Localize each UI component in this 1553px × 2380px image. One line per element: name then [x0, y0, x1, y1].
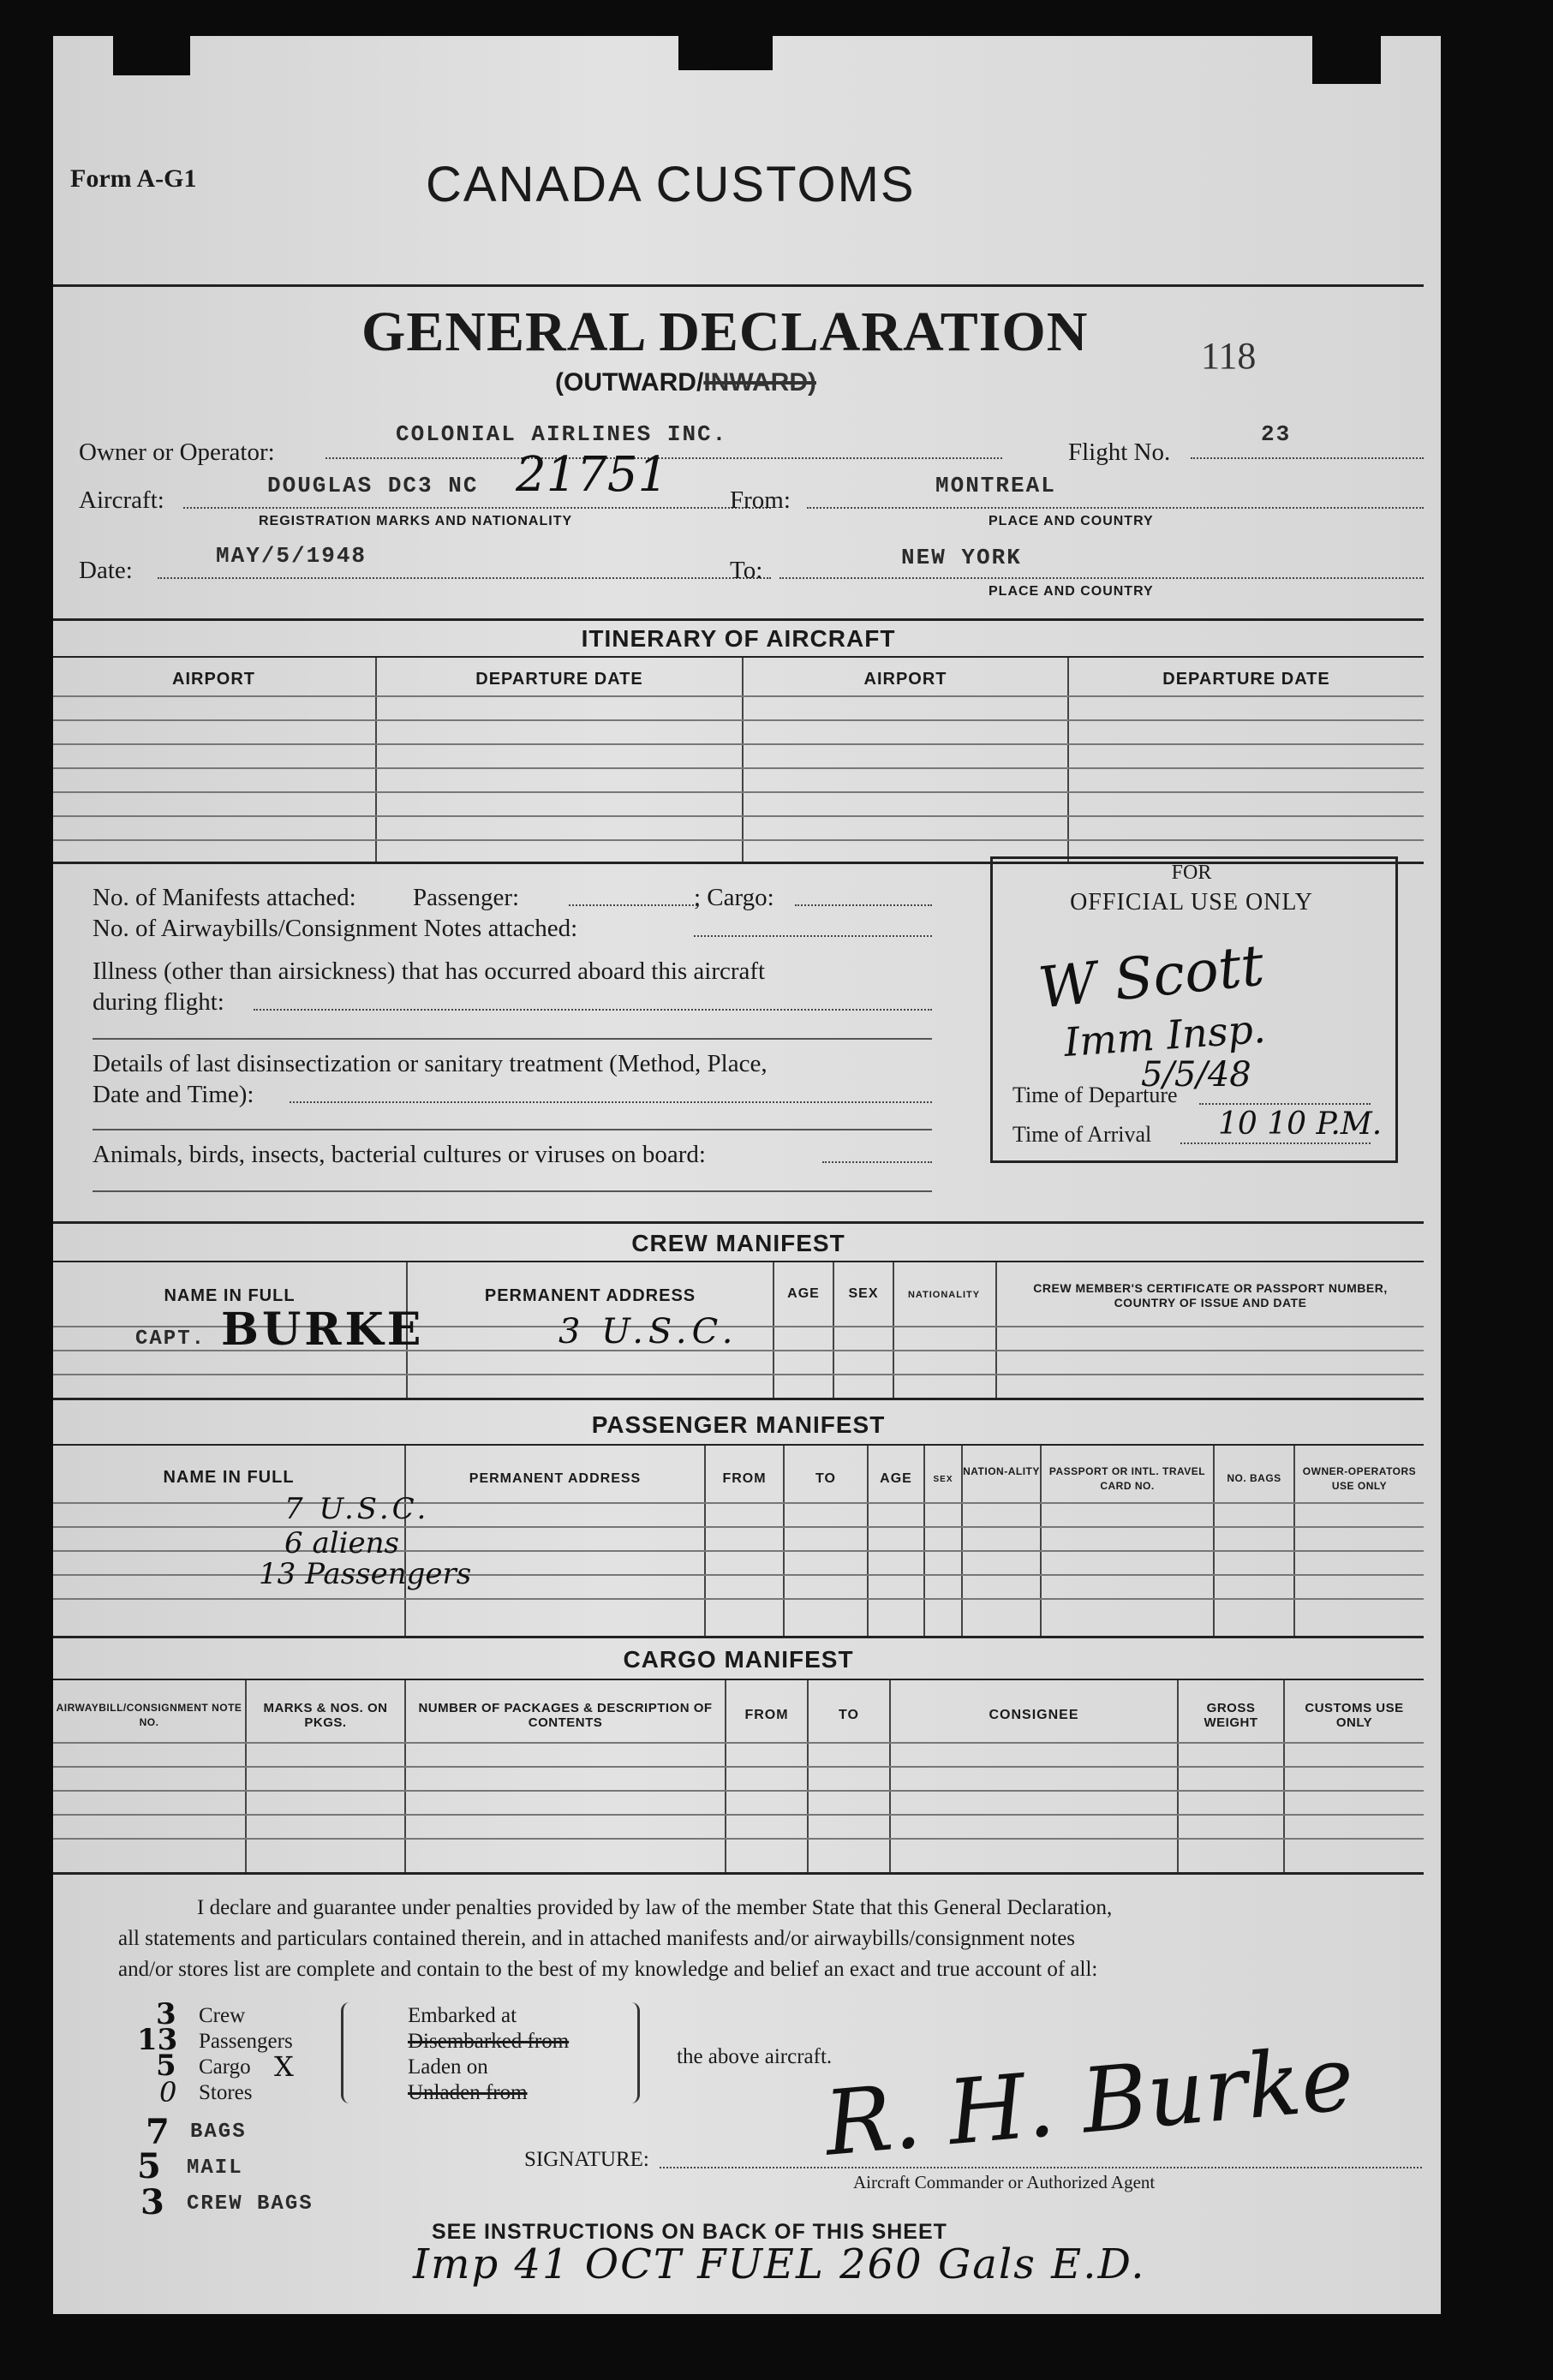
header-rule: [53, 284, 1424, 287]
cargo-col-to: TO: [839, 1708, 859, 1722]
date-value: MAY/5/1948: [216, 543, 367, 569]
passenger-col-name: NAME IN FULL: [163, 1468, 295, 1487]
passengers-count-label: Passengers: [199, 2030, 293, 2053]
cargo-divider: [725, 1680, 726, 1874]
itinerary-row-line: [53, 767, 1424, 769]
flight-line: [1191, 457, 1424, 459]
passenger-col-age: AGE: [880, 1471, 912, 1486]
binding-tab: [1312, 36, 1381, 84]
itinerary-title: ITINERARY OF AIRCRAFT: [581, 625, 896, 652]
illness-line: [254, 1009, 932, 1011]
airwaybills-line: [694, 935, 932, 937]
cargo-divider: [889, 1680, 891, 1874]
passenger-count-line: [569, 904, 697, 906]
passenger-entry-2: 6 aliens: [284, 1526, 399, 1560]
above-aircraft-label: the above aircraft.: [677, 2045, 833, 2068]
flight-value: 23: [1261, 421, 1292, 447]
itinerary-row-line: [53, 719, 1424, 721]
itinerary-col-date-1: DEPARTURE DATE: [475, 670, 643, 689]
brace-left: [341, 2002, 355, 2103]
cargo-count-label: ; Cargo:: [694, 884, 774, 911]
crew-col-address: PERMANENT ADDRESS: [484, 1286, 696, 1305]
disinsect-label-1: Details of last disinsectization or sanitary treatment (Method, Place,: [93, 1050, 768, 1077]
passenger-col-nationality: NATION-ALITY: [963, 1465, 1040, 1477]
declaration-subtitle: (OUTWARD/INWARD): [555, 368, 816, 397]
aircraft-caption: REGISTRATION MARKS AND NATIONALITY: [259, 514, 573, 528]
disinsect-label-2: Date and Time):: [93, 1081, 254, 1108]
inward-struck: INWARD): [703, 368, 816, 397]
passenger-col-passport: PASSPORT OR INTL. TRAVEL CARD NO.: [1048, 1465, 1206, 1492]
crew-rule-bottom: [53, 1398, 1424, 1400]
itinerary-divider: [742, 658, 744, 863]
aircraft-line: [183, 507, 771, 509]
cargo-row-line: [53, 1814, 1424, 1816]
passenger-divider: [961, 1446, 963, 1637]
crew-col-name: NAME IN FULL: [164, 1286, 296, 1305]
manifests-label: No. of Manifests attached:: [93, 884, 356, 911]
bags-count-num: 7: [146, 2112, 170, 2152]
mail-count-num: 5: [137, 2146, 161, 2186]
animals-line: [822, 1161, 932, 1163]
crew-name-hand: BURKE: [221, 1303, 425, 1356]
stores-count-num: 0: [159, 2076, 177, 2109]
passenger-col-from: FROM: [722, 1471, 767, 1486]
itinerary-row-line: [53, 815, 1424, 817]
official-for: FOR: [1171, 862, 1212, 884]
illness-label-2: during flight:: [93, 988, 224, 1016]
passenger-col-address: PERMANENT ADDRESS: [469, 1471, 642, 1486]
passengers-count-num: 13: [137, 2023, 178, 2057]
passenger-divider: [404, 1446, 406, 1637]
aircraft-label: Aircraft:: [79, 486, 164, 514]
disinsect-line-2: [93, 1129, 932, 1130]
official-title: OFFICIAL USE ONLY: [1070, 889, 1313, 916]
statement-line-2: all statements and particulars contained therein, and in attached manifests and/or airwaybills/consignment notes: [118, 1927, 1076, 1950]
to-caption: PLACE AND COUNTRY: [989, 584, 1154, 599]
passenger-divider: [867, 1446, 869, 1637]
from-label: From:: [730, 486, 791, 514]
itinerary-divider: [1067, 658, 1069, 863]
passenger-title: PASSENGER MANIFEST: [591, 1411, 886, 1438]
crew-divider: [995, 1262, 997, 1399]
form-sheet: [53, 36, 1441, 2314]
fuel-note: Imp 41 OCT FUEL 260 Gals E.D.: [413, 2240, 1146, 2288]
owner-value: COLONIAL AIRLINES INC.: [396, 421, 728, 447]
commander-signature: R. H. Burke: [820, 2025, 1359, 2176]
passenger-rule-bottom: [53, 1636, 1424, 1638]
itinerary-row-line: [53, 743, 1424, 745]
crew-divider: [773, 1262, 774, 1399]
itinerary-row-line: [53, 839, 1424, 841]
embarked-label: Embarked at: [408, 2004, 517, 2027]
disembarked-label: Disembarked from: [408, 2030, 570, 2053]
instructions-note: SEE INSTRUCTIONS ON BACK OF THIS SHEET: [432, 2220, 947, 2244]
crew-divider: [833, 1262, 834, 1399]
crew-address: 3 U.S.C.: [558, 1312, 738, 1351]
passenger-col-owner: OWNER-OPERATORS USE ONLY: [1302, 1465, 1417, 1492]
binding-tab: [678, 36, 773, 70]
passenger-rule: [53, 1444, 1424, 1446]
crew-count-label: Crew: [199, 2004, 246, 2027]
cargo-row-line: [53, 1742, 1424, 1744]
passenger-divider: [783, 1446, 785, 1637]
inspector-role: Imm Insp.: [1062, 1005, 1268, 1066]
passenger-count-label: Passenger:: [413, 884, 520, 911]
itinerary-row-line: [53, 695, 1424, 697]
itinerary-col-airport-2: AIRPORT: [863, 670, 947, 689]
from-caption: PLACE AND COUNTRY: [989, 514, 1154, 528]
crew-rule: [53, 1261, 1424, 1262]
crew-row-line: [53, 1374, 1424, 1375]
cargo-col-airwaybill: AIRWAYBILL/CONSIGNMENT NOTE NO.: [56, 1702, 242, 1728]
cargo-mark: X: [274, 2050, 294, 2083]
stores-count-label: Stores: [199, 2081, 253, 2104]
cargo-col-from: FROM: [744, 1708, 789, 1722]
inspector-signature: W Scott: [1035, 932, 1268, 1022]
itinerary-divider: [375, 658, 377, 863]
itinerary-rule: [53, 656, 1424, 658]
cargo-count-num: 5: [156, 2049, 176, 2083]
from-line: [807, 507, 1424, 509]
document-number: 118: [1201, 335, 1257, 377]
to-label: To:: [730, 557, 763, 584]
agency-title: CANADA CUSTOMS: [426, 157, 916, 212]
passenger-divider: [704, 1446, 706, 1637]
crew-count-num: 3: [156, 1997, 176, 2031]
laden-label: Laden on: [408, 2055, 488, 2079]
crew-bags-label: CREW BAGS: [187, 2192, 314, 2216]
itinerary-col-airport-1: AIRPORT: [172, 670, 255, 689]
passenger-row-line: [53, 1526, 1424, 1528]
from-value: MONTREAL: [935, 473, 1056, 498]
departure-time-line: [1199, 1103, 1371, 1105]
cargo-row-line: [53, 1838, 1424, 1840]
passenger-row-line: [53, 1550, 1424, 1552]
bags-label: BAGS: [190, 2121, 247, 2144]
cargo-col-weight: GROSS WEIGHT: [1204, 1701, 1258, 1730]
owner-label: Owner or Operator:: [79, 438, 275, 466]
airwaybills-label: No. of Airwaybills/Consignment Notes attached:: [93, 915, 578, 942]
crew-col-certificate: CREW MEMBER'S CERTIFICATE OR PASSPORT NUMBER, COUNTRY OF ISSUE AND DATE: [1033, 1281, 1388, 1309]
declaration-title: GENERAL DECLARATION: [361, 301, 1089, 363]
crew-name-typed: CAPT.: [135, 1327, 206, 1351]
cargo-col-customs: CUSTOMS USE ONLY: [1305, 1701, 1404, 1730]
passenger-divider: [923, 1446, 925, 1637]
departure-time-label: Time of Departure: [1012, 1083, 1178, 1107]
passenger-entry-1: 7 U.S.C.: [284, 1492, 430, 1526]
cargo-row-line: [53, 1790, 1424, 1792]
flight-label: Flight No.: [1068, 438, 1171, 466]
form-number: Form A-G1: [70, 164, 197, 193]
crew-bags-count-num: 3: [140, 2182, 164, 2222]
passenger-col-to: TO: [815, 1471, 836, 1486]
date-line: [158, 577, 771, 579]
arrival-time-line: [1180, 1142, 1371, 1144]
cargo-col-consignee: CONSIGNEE: [989, 1708, 1079, 1722]
cargo-rule: [53, 1679, 1424, 1680]
cargo-rule-bottom: [53, 1872, 1424, 1875]
cargo-divider: [1283, 1680, 1285, 1874]
mail-label: MAIL: [187, 2156, 243, 2180]
illness-label-1: Illness (other than airsickness) that has occurred aboard this aircraft: [93, 957, 766, 985]
passenger-row-line: [53, 1598, 1424, 1600]
passenger-divider: [1293, 1446, 1295, 1637]
statement-line-3: and/or stores list are complete and contain to the best of my knowledge and belief an exact and true account of all:: [118, 1958, 1098, 1981]
cargo-col-marks: MARKS & NOS. ON PKGS.: [263, 1701, 388, 1730]
itinerary-row-line: [53, 791, 1424, 793]
crew-title: CREW MANIFEST: [631, 1230, 845, 1256]
crew-col-nationality: NATIONALITY: [907, 1290, 981, 1300]
cargo-divider: [404, 1680, 406, 1874]
passenger-col-sex: SEX: [933, 1475, 953, 1484]
crew-col-age: AGE: [787, 1286, 820, 1301]
cargo-divider: [807, 1680, 809, 1874]
signature-label: SIGNATURE:: [524, 2148, 649, 2171]
cargo-count-label: Cargo: [199, 2055, 251, 2079]
illness-line-2: [93, 1038, 932, 1040]
passenger-entry-3: 13 Passengers: [259, 1557, 472, 1591]
passenger-divider: [1040, 1446, 1042, 1637]
passenger-col-bags: NO. BAGS: [1227, 1472, 1281, 1484]
passenger-divider: [1213, 1446, 1215, 1637]
animals-label: Animals, birds, insects, bacterial cultures or viruses on board:: [93, 1141, 706, 1168]
disinsect-line: [290, 1101, 932, 1103]
date-label: Date:: [79, 557, 133, 584]
aircraft-typed: DOUGLAS DC3 NC: [267, 473, 479, 498]
crew-col-sex: SEX: [848, 1286, 879, 1301]
arrival-time-label: Time of Arrival: [1012, 1122, 1152, 1147]
to-value: NEW YORK: [901, 545, 1022, 570]
unladen-label: Unladen from: [408, 2081, 528, 2104]
cargo-col-packages: NUMBER OF PACKAGES & DESCRIPTION OF CONTENTS: [418, 1701, 713, 1730]
brace-right: [625, 2002, 640, 2103]
cargo-divider: [1177, 1680, 1179, 1874]
to-line: [779, 577, 1424, 579]
binding-tab: [113, 36, 190, 75]
animals-line-2: [93, 1190, 932, 1192]
crew-divider: [893, 1262, 894, 1399]
cargo-count-line: [795, 904, 932, 906]
crew-rule-top: [53, 1221, 1424, 1224]
arrival-time-value: 10 10 P.M.: [1218, 1106, 1383, 1142]
itinerary-rule-top: [53, 618, 1424, 621]
statement-line-1: I declare and guarantee under penalties provided by law of the member State that this General Declaration,: [197, 1896, 1113, 1919]
signature-line: [660, 2167, 1422, 2168]
cargo-title: CARGO MANIFEST: [623, 1646, 854, 1673]
inspection-date: 5/5/48: [1141, 1055, 1251, 1095]
cargo-row-line: [53, 1766, 1424, 1768]
aircraft-registration-hand: 21751: [516, 447, 669, 503]
itinerary-col-date-2: DEPARTURE DATE: [1162, 670, 1330, 689]
signature-caption: Aircraft Commander or Authorized Agent: [853, 2172, 1156, 2192]
cargo-divider: [245, 1680, 247, 1874]
passenger-row-line: [53, 1502, 1424, 1504]
